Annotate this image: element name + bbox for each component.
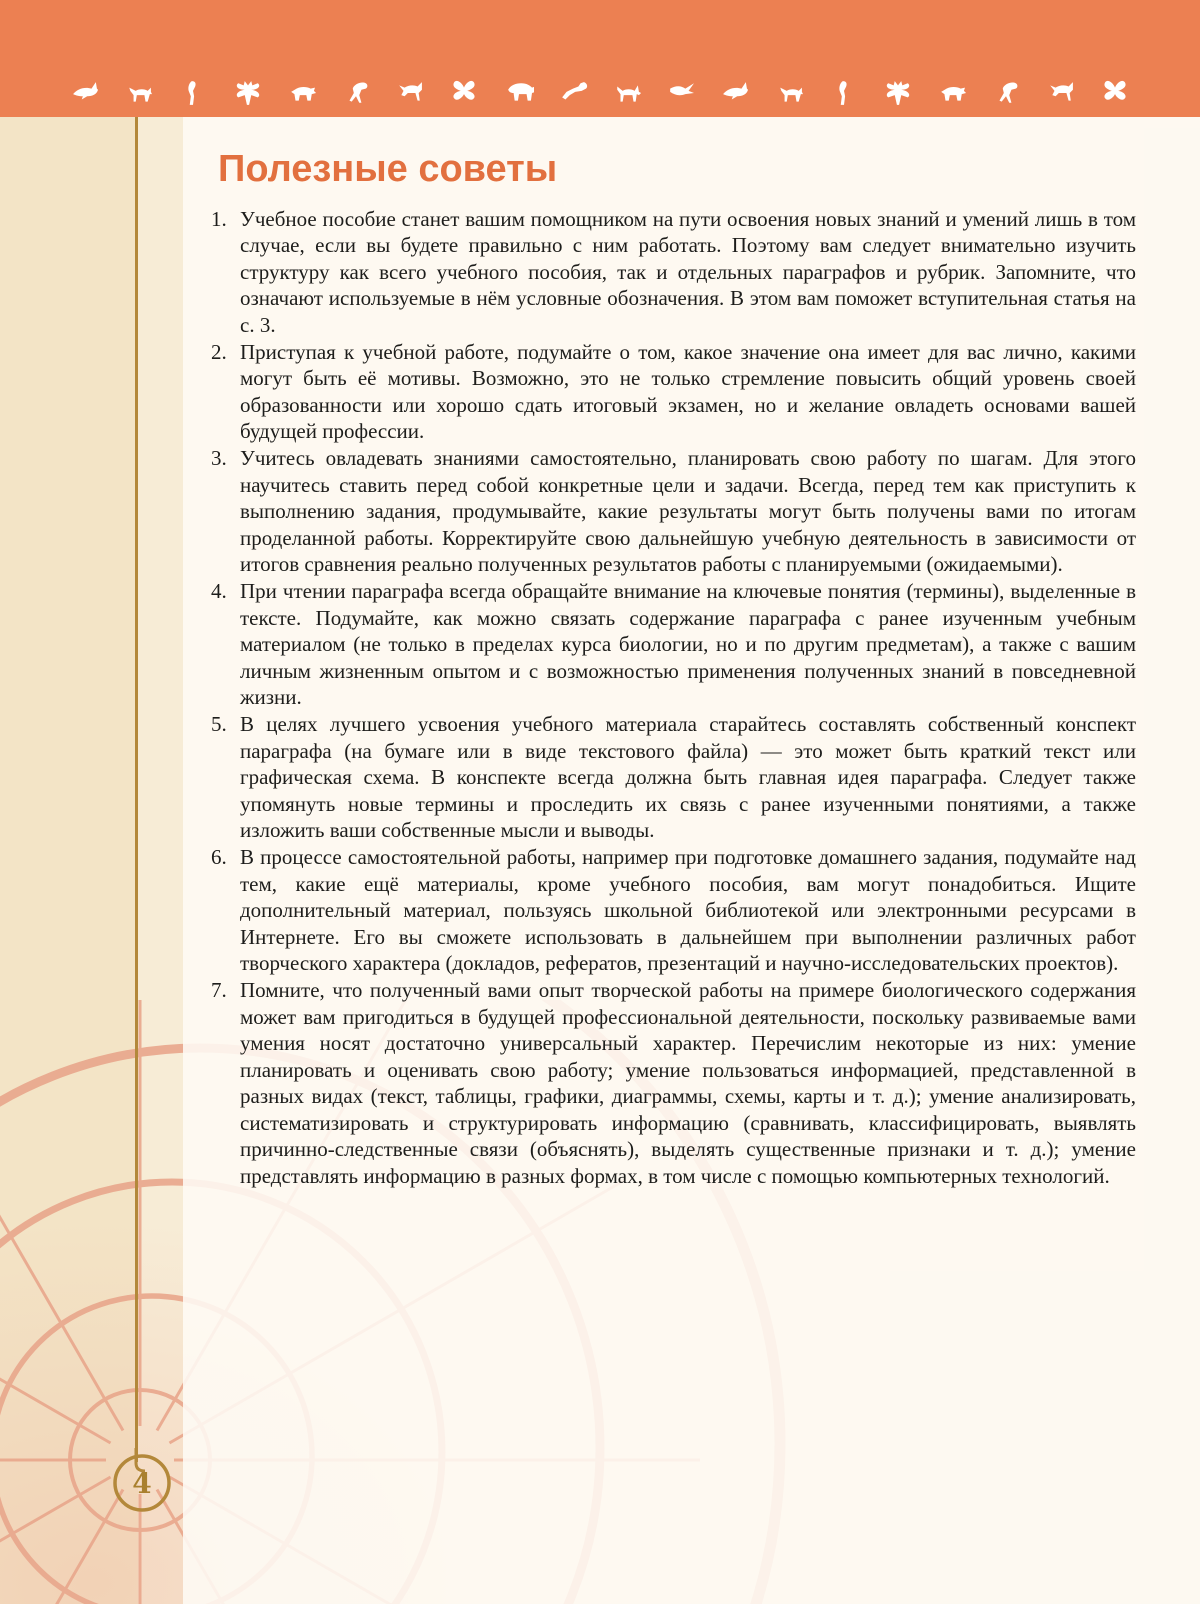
tip-item <box>211 578 1136 711</box>
gazelle-icon <box>1046 80 1076 106</box>
tip-item <box>211 844 1136 977</box>
monkey-icon <box>341 80 371 106</box>
tip-text: Приступая к учебной работе, подумайте о том, какое значение она имеет для вас лично, какими могут быть её мотивы. Возможно, это не только стремление повысить общий уровень своей образованности или хорошо сдать итоговый экзамен, но и желание овладеть основами вашей будущей профессии. <box>240 339 1136 444</box>
tip-number: 7. <box>211 977 227 1002</box>
whale-icon <box>70 80 100 106</box>
moth-icon <box>883 80 913 106</box>
page-number: 4 <box>132 1466 152 1500</box>
warthog-icon <box>287 80 317 106</box>
scorpion-icon <box>558 80 588 106</box>
tip-text: Помните, что полученный вами опыт творческой работы на примере биологического содержания может вам пригодиться в будущей профессиональной деятельности, поскольку развиваемые вами умения носят достаточно универсальный характер. Перечислим некоторые из них: умение планировать и оценивать свою работу; умение пользоваться информацией, представленной в разных видах (текст, таблицы, графики, диаграммы, схемы, карты и т. д.); умение анализировать, систематизировать и структурировать информацию (сравнивать, классифицировать, выявлять причинно-следственные связи (объяснять), выделять существенные признаки и т. д.); умение представлять информацию в разных формах, в том числе с помощью компьютерных технологий. <box>240 977 1136 1189</box>
swallow-icon <box>666 80 696 106</box>
left-margin-strip <box>138 117 183 1604</box>
animal-silhouettes-row <box>0 80 1200 106</box>
warthog-icon <box>937 80 967 106</box>
gold-vertical-rule <box>135 117 138 1462</box>
butterfly-icon <box>449 80 479 106</box>
page-title: Полезные советы <box>218 148 558 190</box>
tip-text: В процессе самостоятельной работы, например при подготовке домашнего задания, подумайте над тем, какие ещё материалы, кроме учебного пособия, вам могут понадобиться. Ищите дополнительный материал, пользуясь школьной библиотекой или электронными ресурсами в Интернете. Его вы сможете использовать в дальнейшем при выполнении различных работ творческого характера (докладов, рефератов, презентаций и научно-исследовательских проектов). <box>240 844 1136 976</box>
content-panel <box>183 117 1200 1604</box>
tip-item <box>211 445 1136 578</box>
tip-text: При чтении параграфа всегда обращайте внимание на ключевые понятия (термины), выделенные в тексте. Подумайте, как можно связать содержание параграфа с ранее изученным учебным материалом (не только в пределах курса биологии, но и по другим предметам), а также с вашим личным жизненным опытом и с возможностью применения полученных знаний в повседневной жизни. <box>240 579 1136 710</box>
gazelle-icon <box>395 80 425 106</box>
hyena-icon <box>124 80 154 106</box>
tip-number: 3. <box>211 446 227 471</box>
header-band <box>0 0 1200 117</box>
tip-number: 4. <box>211 579 227 603</box>
page-number-badge <box>107 1448 177 1518</box>
meerkat-icon <box>178 80 208 106</box>
tip-number: 1. <box>211 206 227 231</box>
tip-text: В целях лучшего усвоения учебного материала старайтесь составлять собственный конспект параграфа (на бумаге или в виде текстового файла) — это может быть краткий текст или графическая схема. В конспекте всегда должна быть главная идея параграфа. Следует также упомянуть новые термины и проследить их связь с ранее изученными понятиями, а также изложить ваши собственные мысли и выводы. <box>240 711 1136 843</box>
meerkat-icon <box>829 80 859 106</box>
tip-item <box>211 711 1136 844</box>
tip-text: Учитесь овладевать знаниями самостоятельно, планировать свою работу по шагам. Для этого научитесь ставить перед собой конкретные цели и задачи. Всегда, перед тем как приступить к выполнению задания, продумывайте, какие результаты могут быть получены вами по итогам проделанной работы. Корректируйте свою дальнейшую учебную деятельность в зависимости от итогов сравнения реально полученных результатов работы с планируемыми (ожидаемыми). <box>240 446 1136 577</box>
whale-icon <box>720 80 750 106</box>
tip-number: 5. <box>211 711 227 736</box>
monkey-icon <box>991 80 1021 106</box>
hyena-icon <box>775 80 805 106</box>
butterfly-icon <box>1100 80 1130 106</box>
tip-text: Учебное пособие станет вашим помощником на пути освоения новых знаний и умений лишь в том случае, если вы будете правильно с ним работать. Поэтому вам следует внимательно изучить структуру как всего учебного пособия, так и отдельных параграфов и рубрик. Запомните, что означают используемые в нём условные обозначения. В этом вам поможет вступительная статья на с. 3. <box>240 206 1136 338</box>
tip-number: 2. <box>211 339 227 364</box>
bison-icon <box>504 80 534 106</box>
tip-item <box>211 977 1136 1190</box>
horse-icon <box>612 80 642 106</box>
tip-number: 6. <box>211 844 227 869</box>
tip-item <box>211 339 1136 445</box>
moth-icon <box>233 80 263 106</box>
tips-list <box>211 206 1136 1190</box>
tip-item <box>211 206 1136 339</box>
